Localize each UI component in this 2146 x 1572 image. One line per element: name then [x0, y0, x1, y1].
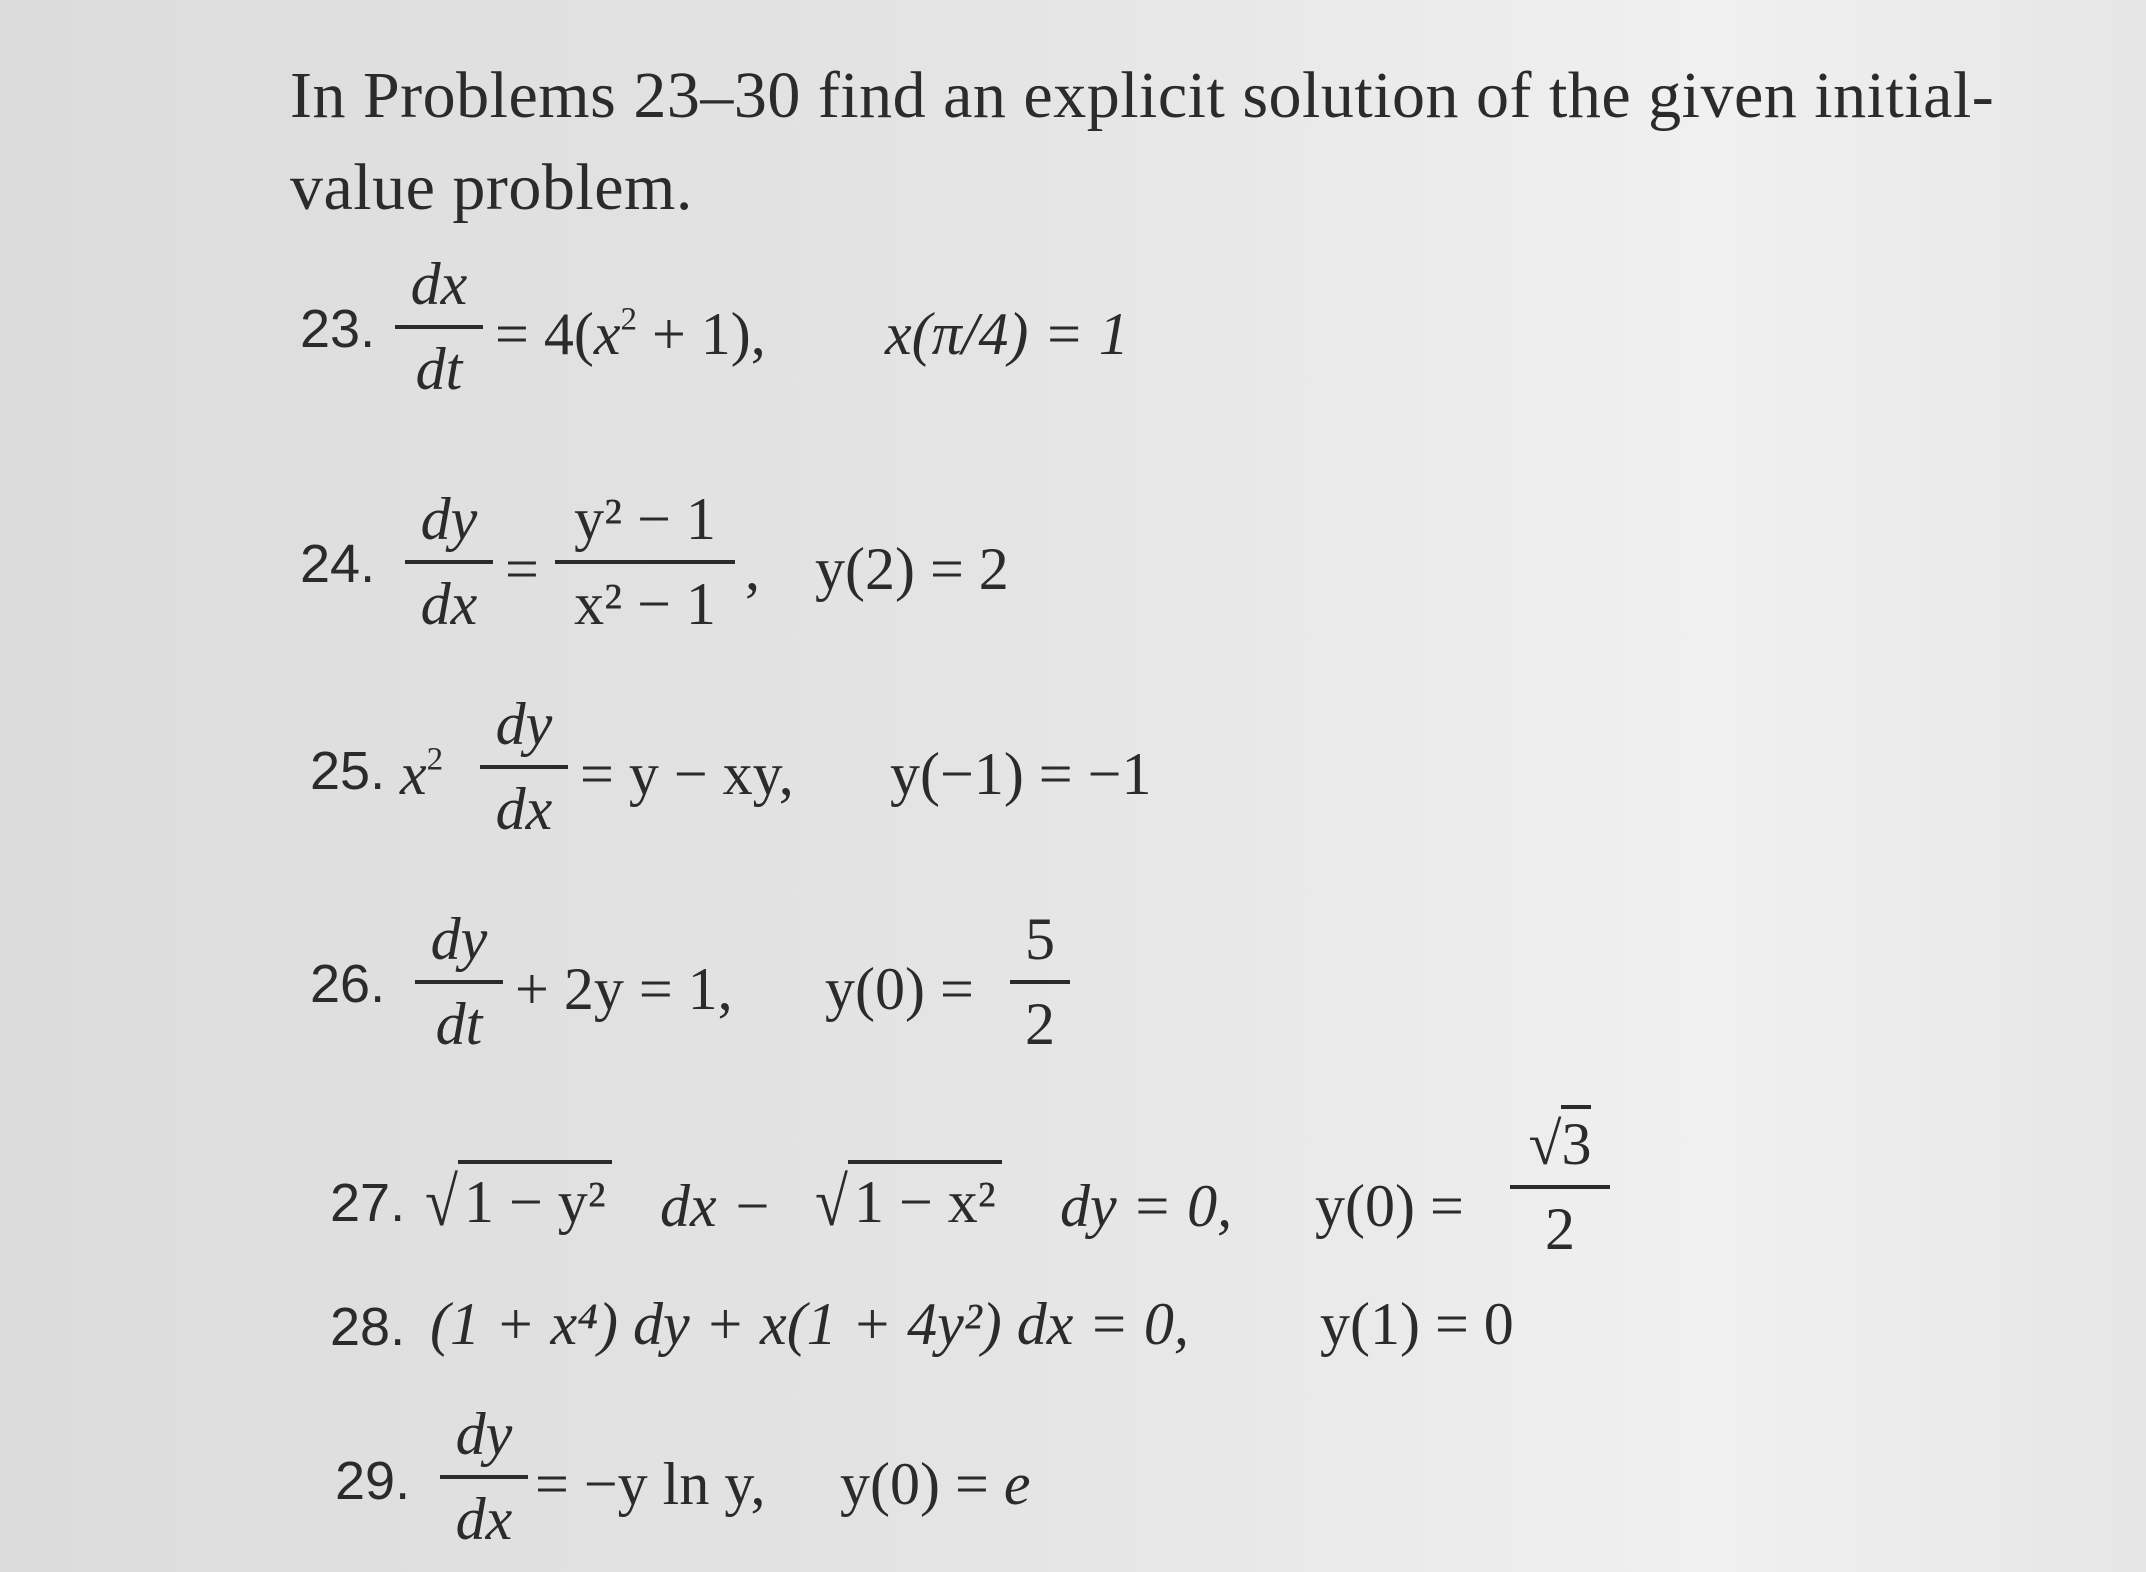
- problem-number: 25.: [310, 741, 386, 801]
- initial-condition: y(0) = e: [840, 1451, 1031, 1517]
- radical-1: √ 1 − y²: [425, 1160, 612, 1237]
- initial-condition: x(π/4) = 1: [885, 301, 1129, 367]
- radical-2: √ 1 − x²: [815, 1160, 1002, 1237]
- equals-sign: =: [505, 536, 539, 602]
- equation-rhs: = $4(x^2 + 1)$,: [495, 301, 766, 367]
- problem-number: 24.: [300, 534, 376, 594]
- derivative-fraction: dy dx: [440, 1400, 528, 1554]
- equation: (1 + x⁴) dy + x(1 + 4y²) dx = 0,: [430, 1291, 1189, 1357]
- problem-number: 28.: [330, 1297, 406, 1357]
- separator-comma: ,: [745, 536, 760, 602]
- problem-number: 26.: [310, 954, 386, 1014]
- problem-number: 29.: [335, 1451, 411, 1511]
- problem-number: 27.: [330, 1173, 406, 1233]
- condition-fraction: √3 2: [1510, 1110, 1610, 1264]
- equation-middle: dx −: [660, 1173, 773, 1239]
- condition-fraction: 5 2: [1010, 905, 1070, 1059]
- initial-condition: y(1) = 0: [1320, 1291, 1514, 1357]
- rhs-fraction: y² − 1 x² − 1: [555, 485, 735, 639]
- initial-condition: y(2) = 2: [815, 536, 1009, 602]
- derivative-fraction: dy dx: [405, 485, 493, 639]
- equation-rhs: + 2y = 1,: [515, 956, 733, 1022]
- equation-end: dy = 0,: [1060, 1173, 1233, 1239]
- derivative-fraction: dx dt: [395, 250, 483, 404]
- initial-condition: y(0) =: [825, 956, 974, 1022]
- derivative-fraction: dy dx: [480, 690, 568, 844]
- coefficient: $x^2$: [400, 741, 444, 807]
- derivative-fraction: dy dt: [415, 905, 503, 1059]
- equation-rhs: = −y ln y,: [535, 1451, 766, 1517]
- initial-condition: y(−1) = −1: [890, 741, 1152, 807]
- problem-number: 23.: [300, 299, 376, 359]
- initial-condition: y(0) =: [1315, 1173, 1464, 1239]
- equation-rhs: = y − xy,: [580, 741, 794, 807]
- instructions-text: In Problems 23–30 find an explicit solution of the given initial-value problem.: [290, 59, 1995, 224]
